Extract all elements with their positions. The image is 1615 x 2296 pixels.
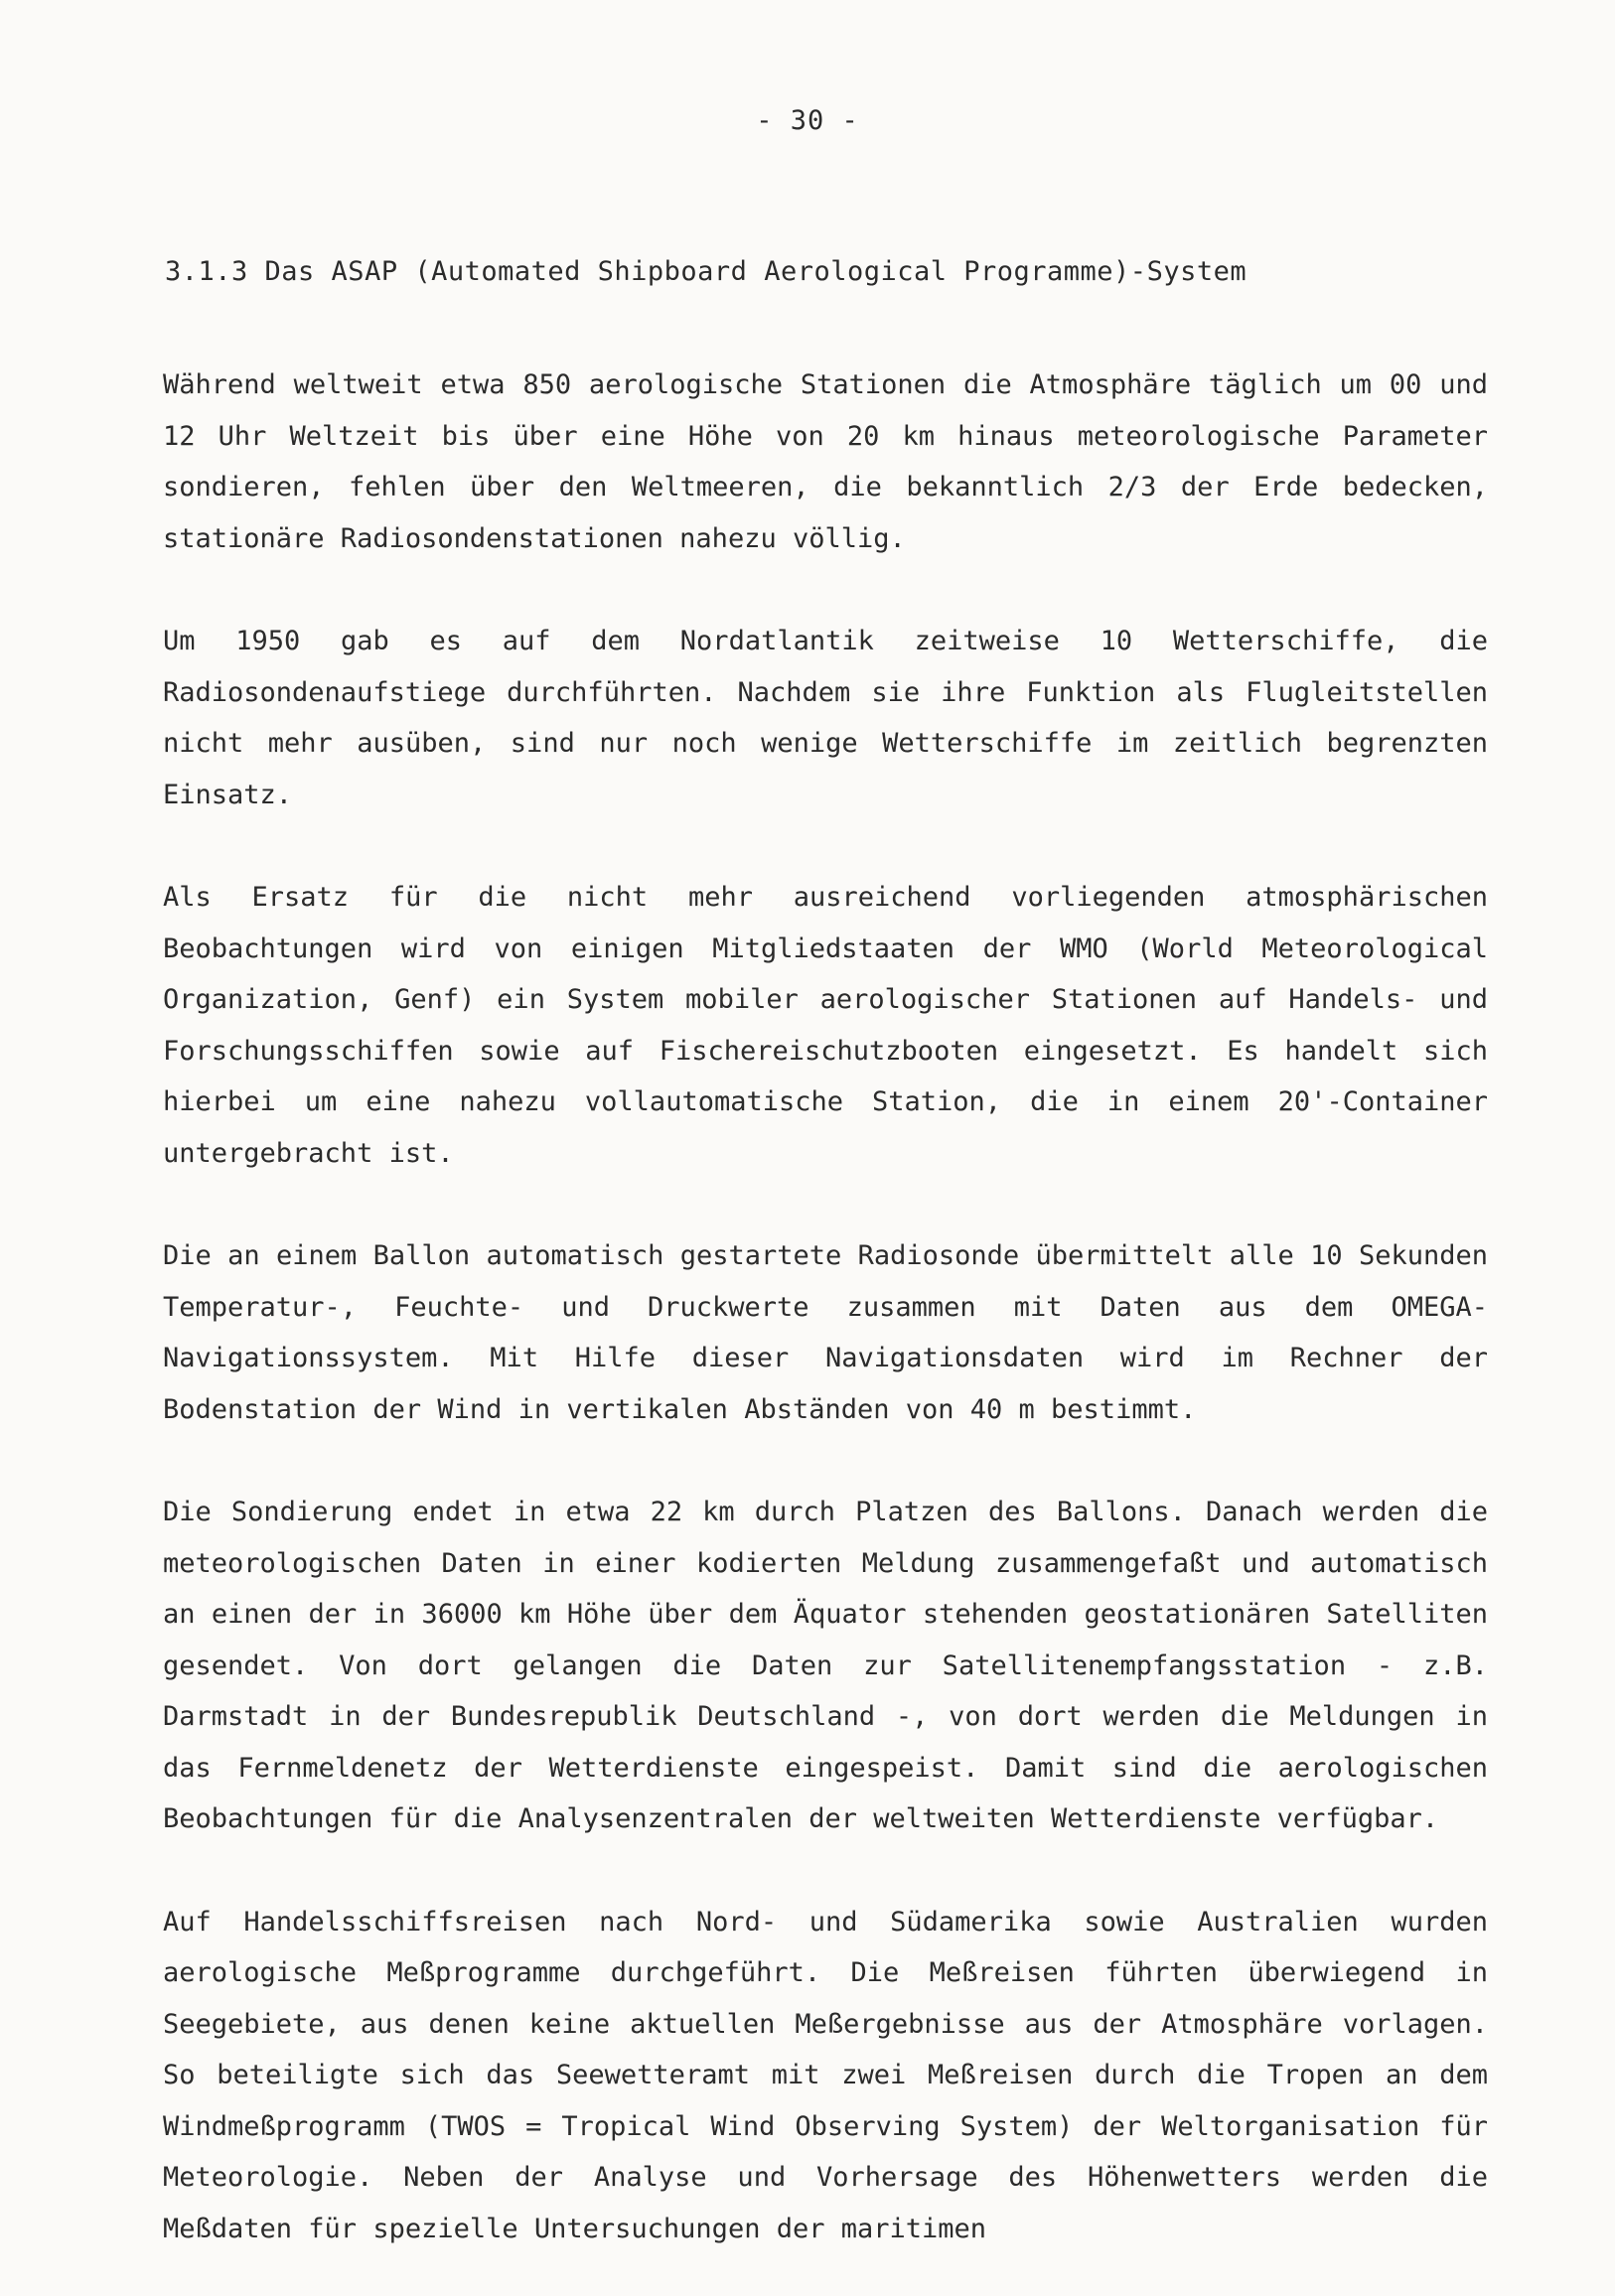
body-text xyxy=(163,359,1488,2254)
section-heading: 3.1.3 Das ASAP (Automated Shipboard Aerological Programme)-System xyxy=(165,256,1248,287)
paragraph: Auf Handelsschiffsreisen nach Nord- und Südamerika sowie Australien wurden aerologische Meßprogramme durchgeführt. Die Meßreisen führten überwiegend in Seegebiete, aus denen keine aktuellen Meßergebnisse aus der Atmosphäre vorlagen. So beteiligte sich das Seewetteramt mit zwei Meßreisen durch die Tropen an dem Windmeßprogramm (TWOS = Tropical Wind Observing System) der Weltorganisation für Meteorologie. Neben der Analyse und Vorhersage des Höhenwetters werden die Meßdaten für spezielle Untersuchungen der maritimen xyxy=(163,1906,1488,2244)
paragraph: Um 1950 gab es auf dem Nordatlantik zeitweise 10 Wetterschiffe, die Radiosondenaufstiege durchführten. Nachdem sie ihre Funktion als Flugleitstellen nicht mehr ausüben, sind nur noch wenige Wetterschiffe im zeitlich begrenzten Einsatz. xyxy=(163,626,1488,810)
paragraph: Als Ersatz für die nicht mehr ausreichend vorliegenden atmosphärischen Beobachtungen wird von einigen Mitgliedstaaten der WMO (World Meteorological Organization, Genf) ein System mobiler aerologischer Stationen auf Handels- und Forschungsschiffen sowie auf Fischereischutzbooten eingesetzt. Es handelt sich hierbei um eine nahezu vollautomatische Station, die in einem 20'-Container untergebracht ist. xyxy=(163,882,1488,1169)
paragraph: Während weltweit etwa 850 aerologische Stationen die Atmosphäre täglich um 00 und 12 Uhr Weltzeit bis über eine Höhe von 20 km hinaus meteorologische Parameter sondieren, fehlen über den Weltmeeren, die bekanntlich 2/3 der Erde bedecken, stationäre Radiosondenstationen nahezu völlig. xyxy=(163,369,1488,554)
paragraph: Die an einem Ballon automatisch gestartete Radiosonde übermittelt alle 10 Sekunden Temperatur-, Feuchte- und Druckwerte zusammen mit Daten aus dem OMEGA-Navigationssystem. Mit Hilfe dieser Navigationsdaten wird im Rechner der Bodenstation der Wind in vertikalen Abständen von 40 m bestimmt. xyxy=(163,1240,1488,1425)
paragraph: Die Sondierung endet in etwa 22 km durch Platzen des Ballons. Danach werden die meteorologischen Daten in einer kodierten Meldung zusammengefaßt und automatisch an einen der in 36000 km Höhe über dem Äquator stehenden geostationären Satelliten gesendet. Von dort gelangen die Daten zur Satellitenempfangsstation - z.B. Darmstadt in der Bundesrepublik Deutschland -, von dort werden die Meldungen in das Fernmeldenetz der Wetterdienste eingespeist. Damit sind die aerologischen Beobachtungen für die Analysenzentralen der weltweiten Wetterdienste verfügbar. xyxy=(163,1497,1488,1834)
page-number: - 30 - xyxy=(756,105,859,136)
